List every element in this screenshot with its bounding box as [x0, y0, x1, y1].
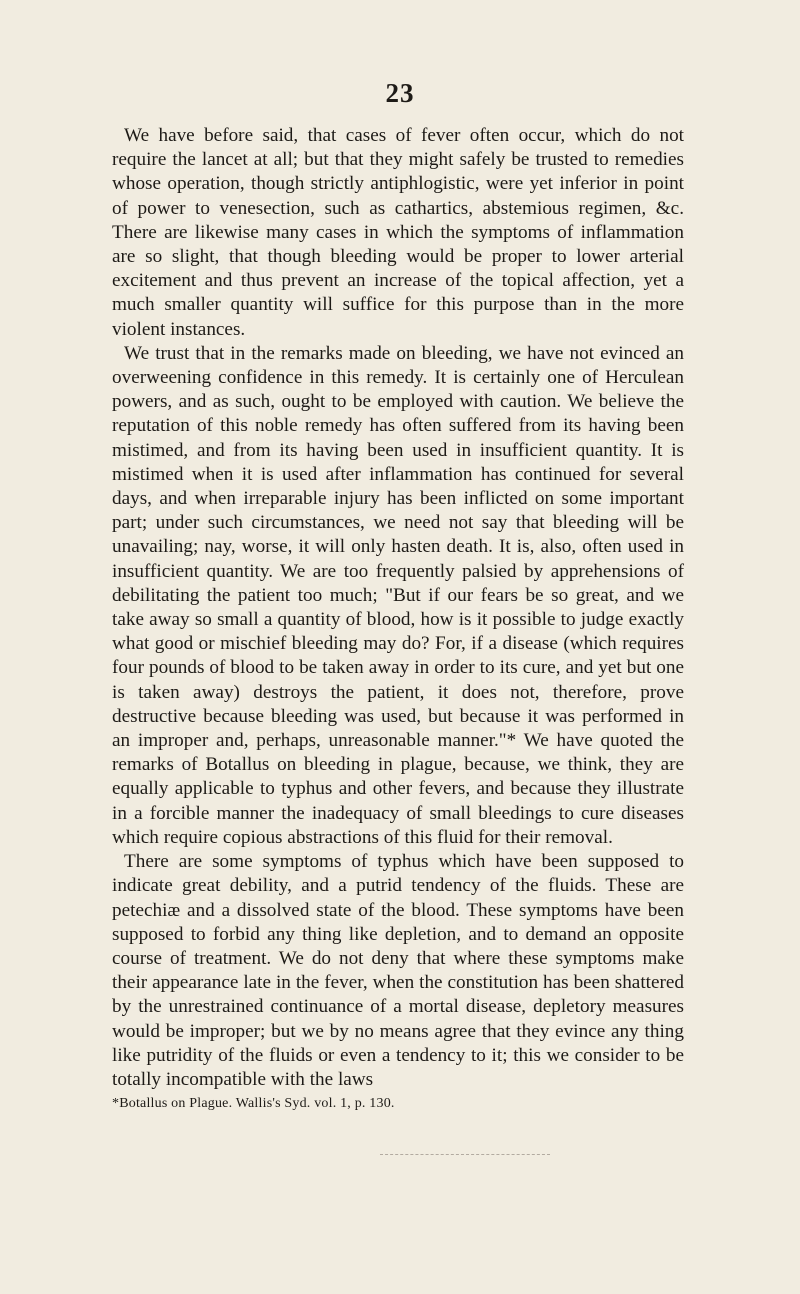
- paragraph-bleeding-remarks: We trust that in the remarks made on bleeding, we have not evinced an overweening confidence in this remedy. It is certainly one of Herculean powers, and as such, ought to be employed with caution. We believe the reputation of this noble remedy has often suffered from its having been mistimed, and from its having been used in insufficient quantity. It is mistimed when it is used after inflammation has continued for several days, and when irreparable injury has been inflicted on some important part; under such circumstances, we need not say that bleeding will be unavailing; nay, worse, it will only hasten death. It is, also, often used in insufficient quantity. We are too frequently palsied by apprehensions of debilitating the patient too much; "But if our fears be so great, and we take away so small a quantity of blood, how is it possible to judge exactly what good or mischief bleeding may do? For, if a disease (which requires four pounds of blood to be taken away in order to its cure, and yet but one is taken away) destroys the patient, it does not, therefore, prove destructive because bleeding was used, but because it was performed in an improper and, perhaps, unreasonable manner."* We have quoted the remarks of Botallus on bleeding in plague, because, we think, they are equally applicable to typhus and other fevers, and because they illustrate in a forcible manner the inadequacy of small bleedings to cure diseases which require copious abstractions of this fluid for their removal.: [112, 342, 684, 848]
- footnote: *Botallus on Plague. Wallis's Syd. vol. 1, p. 130.: [112, 1096, 395, 1111]
- paragraph-fever-cases: We have before said, that cases of fever often occur, which do not require the lancet at all; but that they might safely be trusted to remedies whose operation, though strictly antiphlogistic, were yet inferior in point of power to venesection, such as cathartics, abstemious regimen, &c. There are likewise many cases in which the symptoms of inflammation are so slight, that though bleeding would be proper to lower arterial excitement and thus prevent an increase of the topical affection, yet a much smaller quantity will suffice for this purpose than in the more violent instances.: [112, 125, 684, 340]
- print-smudge: [380, 1154, 550, 1163]
- paragraph-typhus-symptoms: There are some symptoms of typhus which have been supposed to indicate great debility, and a putrid tendency of the fluids. These are petechiæ and a dissolved state of the blood. These symptoms have been supposed to forbid any thing like depletion, and to demand an opposite course of treatment. We do not deny that where these symptoms make their appearance late in the fever, when the constitution has been shattered by the unrestrained continuance of a mortal disease, depletory measures would be improper; but we by no means agree that they evince any thing like putridity of the fluids or even a tendency to it; this we consider to be totally incompatible with the laws: [112, 851, 684, 1090]
- body-text: [112, 124, 684, 1092]
- page-number: 23: [385, 78, 415, 108]
